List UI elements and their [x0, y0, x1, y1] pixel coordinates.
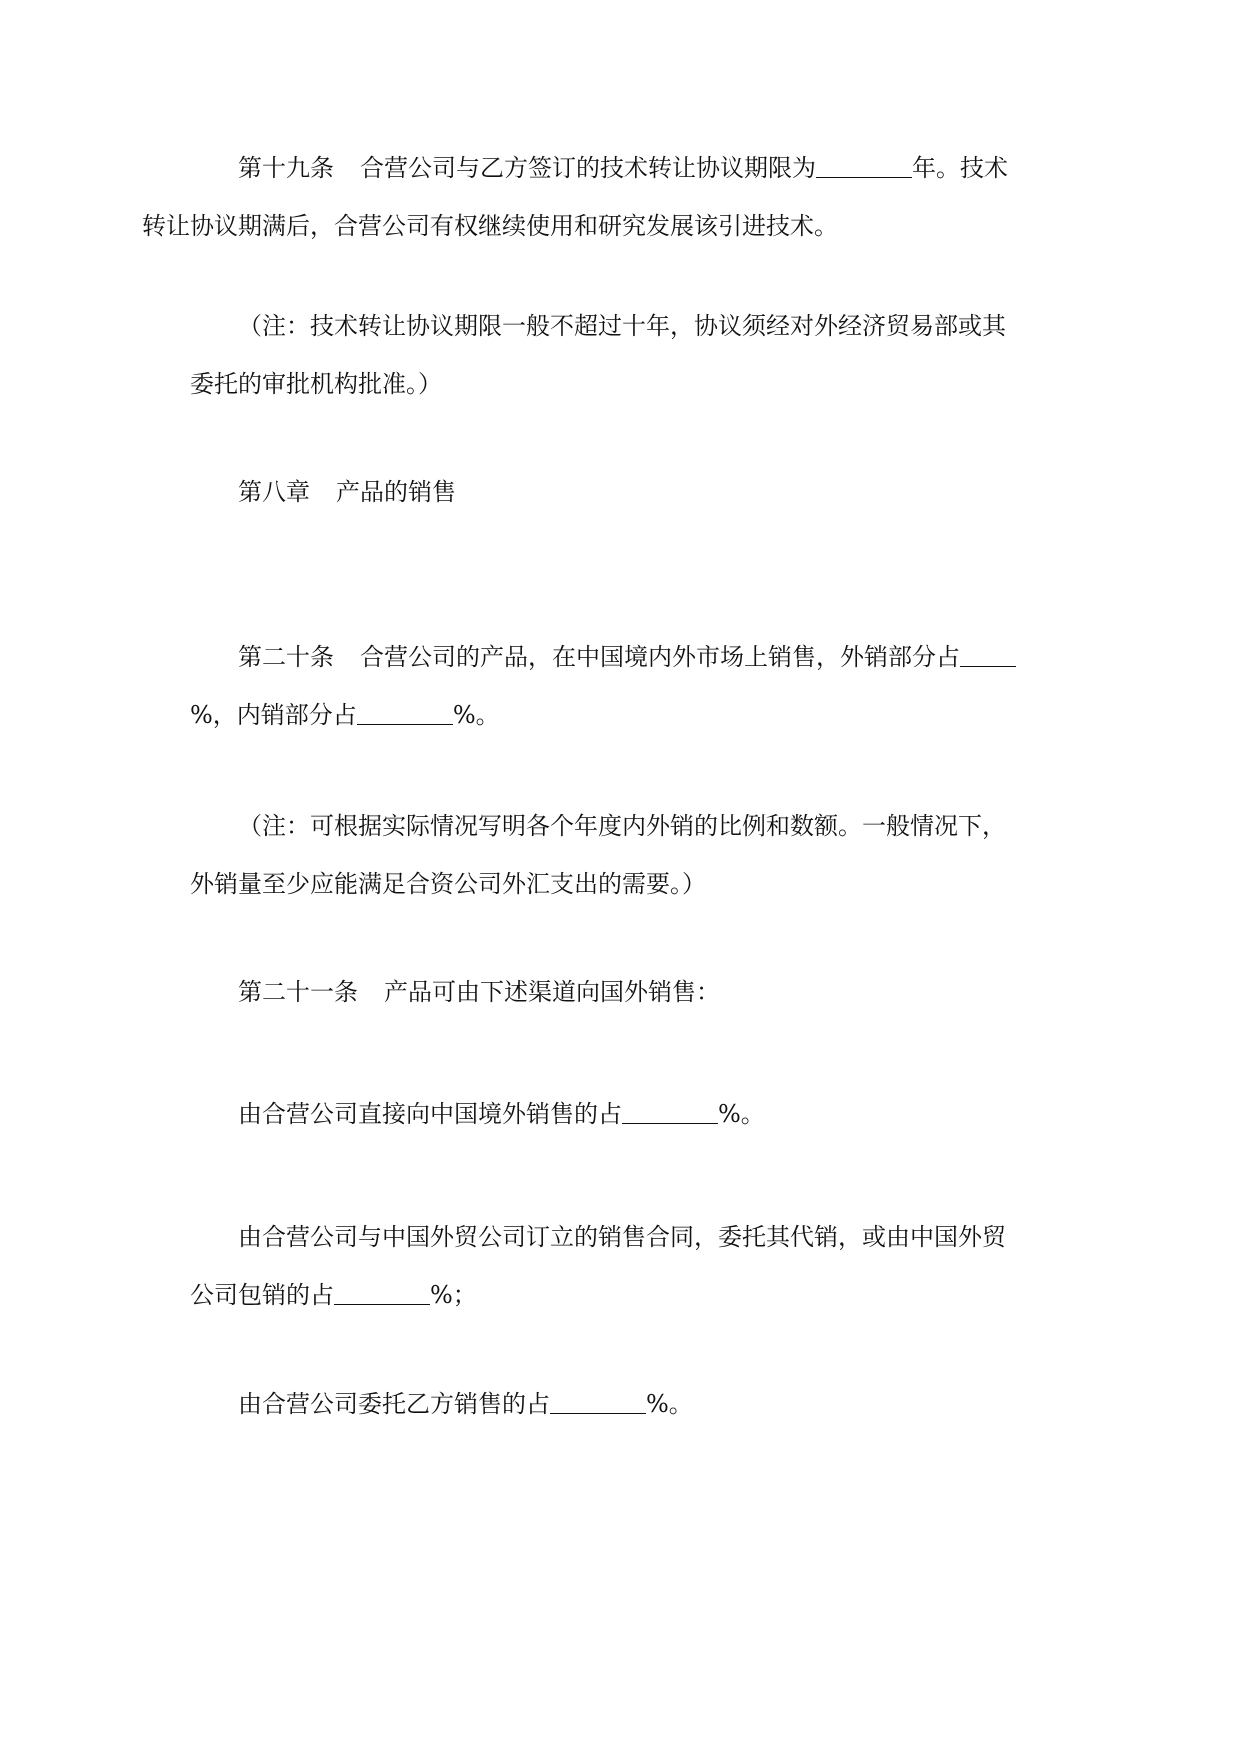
chapter-8-label: 第八章 — [238, 478, 310, 506]
article-19-line-2: 转让协议期满后，合营公司有权继续使用和研究发展该引进技术。 — [142, 212, 838, 240]
chapter-8-title: 产品的销售 — [336, 478, 456, 506]
article-20: 第二十条 合营公司的产品，在中国境内外市场上销售，外销部分占 %，内销部分占 %。 — [190, 628, 1050, 744]
note-1: （注：技术转让协议期限一般不超过十年，协议须经对外经济贸易部或其 委托的审批机构批准。） — [190, 312, 1006, 398]
channel-3-blank — [550, 1389, 646, 1414]
channel-1-blank — [622, 1099, 718, 1124]
article-19 — [142, 139, 1050, 255]
article-19-term-blank — [816, 153, 912, 178]
channel-3: 由合营公司委托乙方销售的占 %。 — [238, 1390, 693, 1418]
note-2: （注：可根据实际情况写明各个年度内外销的比例和数额。一般情况下， 外销量至少应能满足合资公司外汇支出的需要。） — [190, 812, 1006, 898]
article-19-line-1: 第十九条 合营公司与乙方签订的技术转让协议期限为 年。技术 — [238, 154, 1008, 182]
article-20-label: 第二十条 — [238, 643, 334, 671]
article-19-label: 第十九条 — [238, 154, 334, 182]
channel-2-blank — [334, 1280, 430, 1305]
chapter-8-heading — [190, 463, 1050, 521]
export-share-blank — [960, 642, 1016, 667]
article-21: 第二十一条 产品可由下述渠道向国外销售： — [238, 978, 720, 1006]
domestic-share-blank — [357, 700, 453, 725]
channel-1: 由合营公司直接向中国境外销售的占 %。 — [238, 1100, 765, 1128]
channel-2: 由合营公司与中国外贸公司订立的销售合同，委托其代销，或由中国外贸 公司包销的占 %； — [190, 1223, 1006, 1309]
article-21-label: 第二十一条 — [238, 978, 358, 1006]
